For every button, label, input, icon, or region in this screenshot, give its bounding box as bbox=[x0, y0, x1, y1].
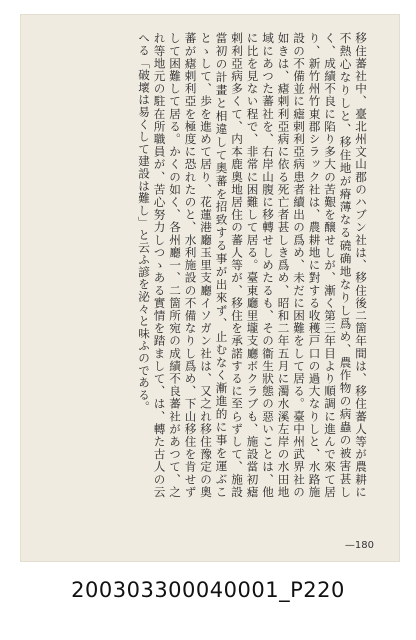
image-caption: 200303300040001_P220 bbox=[71, 578, 345, 602]
body-paragraph: 移住蕃社中、臺北州文山郡のハブン社は、移住後二箇年間は、移住蕃人等が農耕に不熱心なりしと、移住地が瘠薄なる磽确地なりし爲め、農作物の病蟲の被害甚しく、成績不良に陷り多大の苦艱を醸せしが、漸く第三年目より順調に進んで來て居り、新竹州竹東郡シラック社は、農耕地に對する收穫戸口の過大なりしと、水路施設の不備並に瘧剌利亞病患者續出の爲め、未だに困難をして居る。臺中州武界社の如きは、瘧剌利亞病に依る死亡者甚しき爲め、昭和二年五月に濁水溪左岸の水田地域にあつた蕃社を、右岸山腹に移轉せしめたるも、その衞生狀態の惡いことは、他に比を見ない程で、非常に困難して居る。臺東廳里壠支廳ボクラブも、施設當初瘧剌利亞病多くて、内本鹿奧地居住の蕃人等が、移住を承諾するに至らずして、施設當初の計畫と相違して奧蕃を招致する事が出來ず、止むなく漸進的に事を運ぶことゝして、歩を進めて居り、花蓮港廳玉里支廳イソガン社は、又之れ移住豫定の奧蕃が瘧剌利亞を極度に恐れたのと、水利施設の不備なりし爲め、下山移住を肯せずして困難して居る。かくの如く、各州廳一、二箇所宛の成績不良蕃社があつて、之れ等地元の駐在所職員が、苦心努力しつゝある實情を踏まして、は、轉た古人の云へる「破壞は易くして建設は難し」と云ふ諺を泌々と味ふのである。 bbox=[137, 32, 368, 498]
scanned-page bbox=[20, 14, 400, 562]
vertical-text-body bbox=[72, 32, 368, 498]
page-number: —180 bbox=[344, 540, 374, 551]
